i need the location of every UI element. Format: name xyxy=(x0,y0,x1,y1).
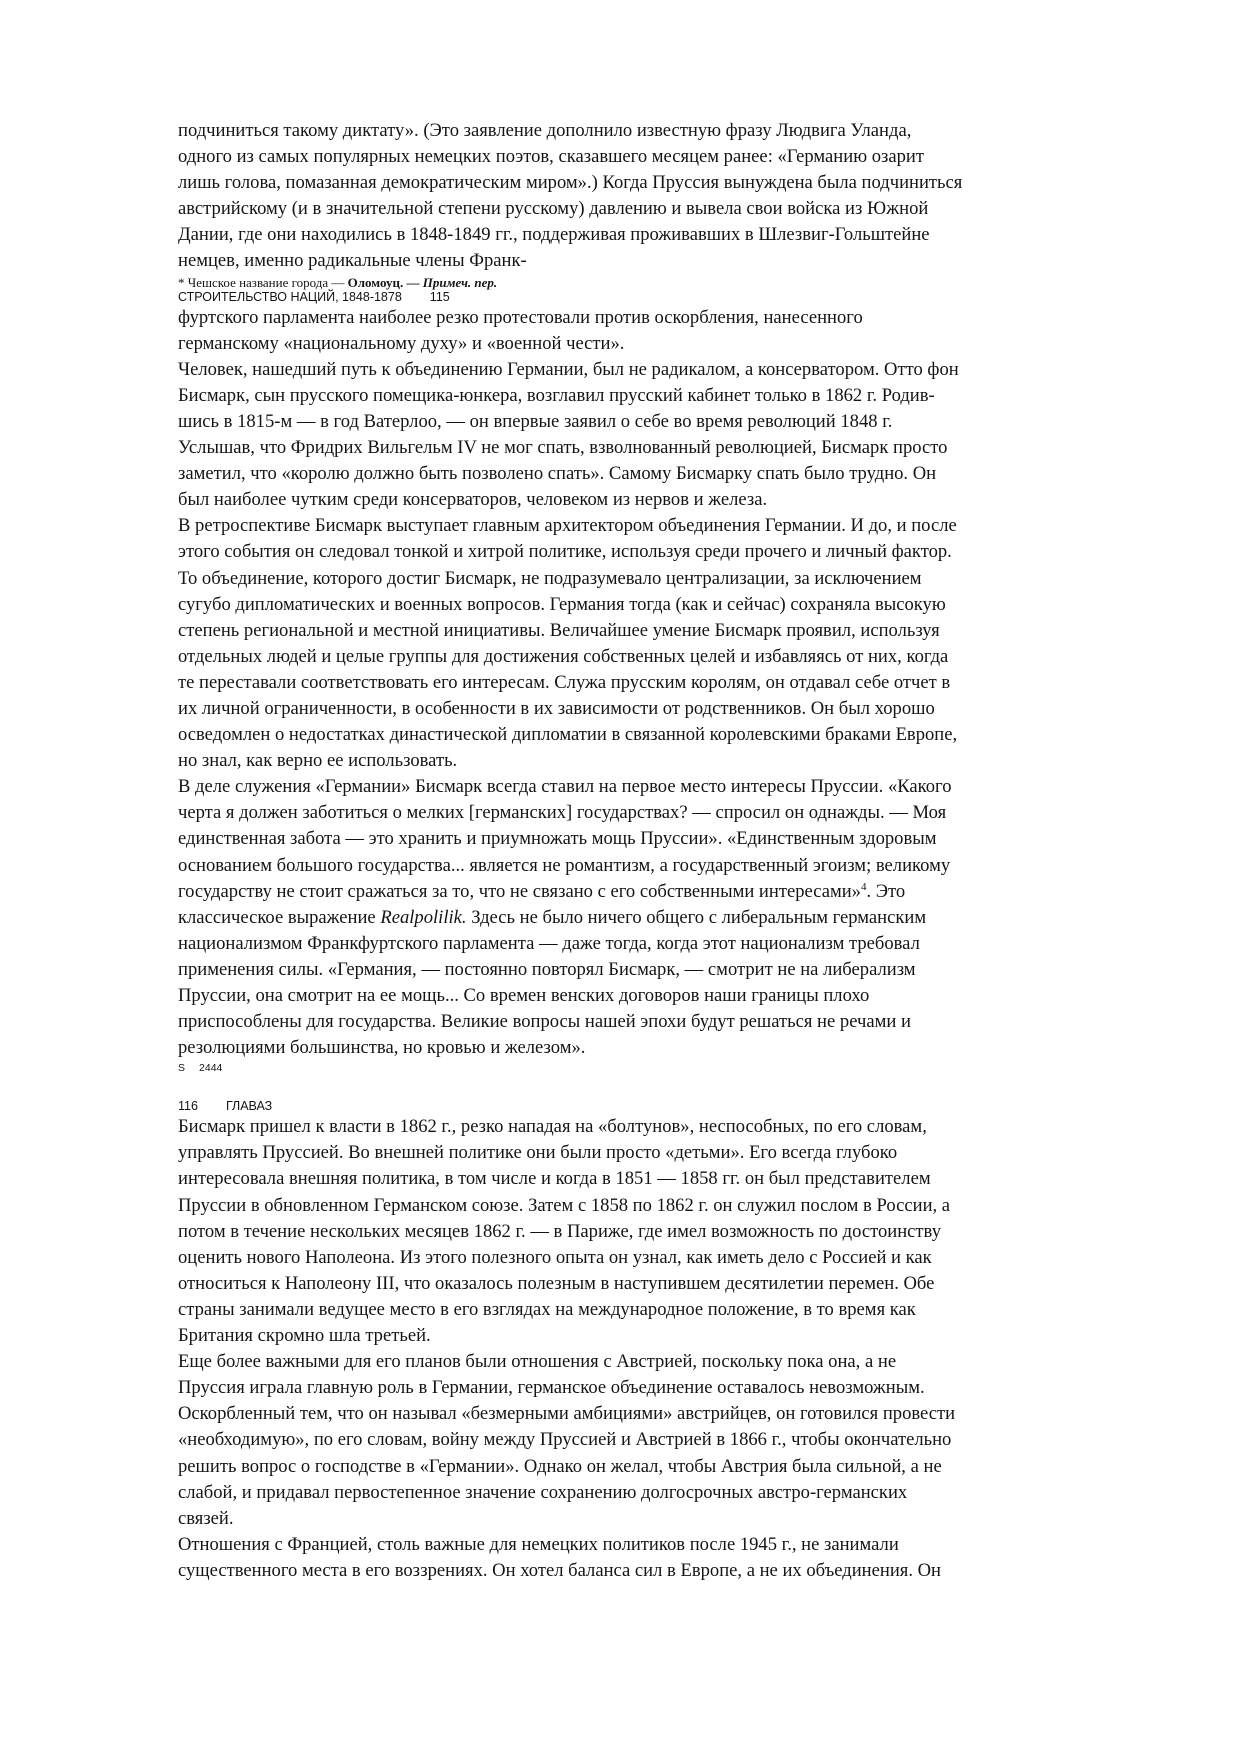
page-number: 115 xyxy=(429,289,450,304)
text-line: фуртского парламента наиболее резко протестовали против оскорбления, нанесенного xyxy=(178,306,863,328)
text-line: Еще более важными для его планов были отношения с Австрией, поскольку пока она, а не xyxy=(178,1351,897,1373)
text-line: сугубо дипломатических и военных вопросов. Германия тогда (как и сейчас) сохраняла высокую xyxy=(178,593,946,615)
running-header-title: СТРОИТЕЛЬСТВО НАЦИЙ, 1848-1878 xyxy=(178,289,402,304)
paragraph xyxy=(178,774,1150,1061)
text-line: подчиниться такому диктату». (Это заявление дополнило известную фразу Людвига Уланда, xyxy=(178,120,912,141)
page-break xyxy=(178,1074,1150,1099)
text-line: национализмом Франкфуртского парламента — даже тогда, когда этот национализм требовал xyxy=(178,932,920,954)
text-line xyxy=(178,905,1150,931)
text-run: . Это xyxy=(866,880,906,902)
text-line: заметил, что «королю должно быть позволено спать». Самому Бисмарку спать было трудно. Он xyxy=(178,463,937,485)
text-line: решить вопрос о господстве в «Германии». Однако он желал, чтобы Австрия была сильной, а не xyxy=(178,1455,942,1477)
text-line: Пруссии в обновленном Германском союзе. Затем с 1858 по 1862 г. он служил послом в России, а xyxy=(178,1194,951,1216)
text-line: Бисмарк, сын прусского помещика-юнкера, возглавил прусский кабинет только в 1862 г. Родив- xyxy=(178,384,935,406)
paragraph-continued xyxy=(178,118,1150,275)
text-line: В ретроспективе Бисмарк выступает главным архитектором объединения Германии. И до, и после xyxy=(178,515,957,537)
text-line: был наиболее чутким среди консерваторов, человеком из нервов и железа. xyxy=(178,489,768,511)
italic-term: Realpolilik. xyxy=(380,906,467,928)
text-line: немцев, именно радикальные члены Франк- xyxy=(178,250,527,272)
paragraph xyxy=(178,305,1150,357)
text-line: те переставали соответствовать его интересам. Служа прусским королям, он отдавал себе отчет в xyxy=(178,671,951,693)
text-line: черта я должен заботиться о мелких [германских] государствах? — спросил он однажды. — Моя xyxy=(178,802,947,824)
text-line: Пруссия играла главную роль в Германии, германское объединение оставалось невозможным. xyxy=(178,1377,925,1399)
page-number: 116 xyxy=(178,1099,198,1114)
text-line: их личной ограниченности, в особенности в их зависимости от родственников. Он был хорошо xyxy=(178,697,935,719)
text-line: управлять Пруссией. Во внешней политике они были просто «детьми». Его всегда глубоко xyxy=(178,1142,898,1164)
page-114-tail xyxy=(178,118,1150,1584)
text-run: классическое выражение xyxy=(178,906,381,928)
text-line: основанием большого государства... является не романтизм, а государственный эгоизм; великому xyxy=(178,854,951,876)
text-line: осведомлен о недостатках династической дипломатии в связанной королевскими браками Европе, xyxy=(178,724,958,746)
text-run: Здесь не было ничего общего с либеральным германским xyxy=(466,906,927,928)
text-line: одного из самых популярных немецких поэтов, сказавшего месяцем ранее: «Германию озарит xyxy=(178,146,925,168)
text-line: австрийскому (и в значительной степени русскому) давлению и вывела свои войска из Южной xyxy=(178,198,929,220)
footnote-ref: 4 xyxy=(860,880,867,893)
running-header-title: ГЛАВАЗ xyxy=(225,1099,273,1114)
footnote-note: Примеч. пер. xyxy=(422,274,498,290)
text-line: «необходимую», по его словам, войну между Пруссией и Австрией в 1866 г., чтобы окончательно xyxy=(178,1429,952,1451)
text-line: Услышав, что Фридрих Вильгельм IV не мог спать, взволнованный революцией, Бисмарк просто xyxy=(178,437,948,459)
text-line: приспособлены для государства. Великие вопросы нашей эпохи будут решаться не речами и xyxy=(178,1011,911,1033)
paragraph xyxy=(178,1349,1150,1532)
footnote xyxy=(178,275,1150,290)
paragraph xyxy=(178,513,1150,774)
text-line: слабой, и придавал первостепенное значение сохранению долгосрочных австро-германских xyxy=(178,1481,908,1503)
text-line: шись в 1815-м — в год Ватерлоо, — он впервые заявил о себе во время революций 1848 г. xyxy=(178,410,893,432)
text-line: Пруссии, она смотрит на ее мощь... Со времен венских договоров наши границы плохо xyxy=(178,985,870,1006)
text-line: Человек, нашедший путь к объединению Германии, был не радикалом, а консерватором. Отто фон xyxy=(178,358,959,380)
signature-number: 2444 xyxy=(199,1062,223,1075)
text-line: резолюциями большинства, но кровью и железом». xyxy=(178,1037,586,1059)
text-line: относиться к Наполеону III, что оказалось полезным в наступившем десятилетии перемен. Обе xyxy=(178,1272,935,1294)
running-header-115 xyxy=(178,290,1150,305)
paragraph xyxy=(178,357,1150,514)
paragraph xyxy=(178,1532,1150,1584)
text-line: интересовала внешняя политика, в том числе и когда в 1851 — 1858 гг. он был представителем xyxy=(178,1168,931,1190)
text-line: степень региональной и местной инициативы. Величайшее умение Бисмарк проявил, используя xyxy=(178,619,940,641)
running-header-116 xyxy=(178,1099,1150,1114)
text-line: Бисмарк пришел к власти в 1862 г., резко нападая на «болтунов», неспособных, по его словам, xyxy=(178,1116,927,1138)
text-line: Отношения с Францией, столь важные для немецких политиков после 1945 г., не занимали xyxy=(178,1533,899,1555)
text-line: Дании, где они находились в 1848-1849 гг., поддерживая проживавших в Шлезвиг-Гольштейне xyxy=(178,224,930,246)
text-line: В деле служения «Германии» Бисмарк всегда ставил на первое место интересы Пруссии. «Какого xyxy=(178,776,952,798)
text-line: единственная забота — это хранить и приумножать мощь Пруссии». «Единственным здоровым xyxy=(178,828,937,850)
text-line: этого события он следовал тонкой и хитрой политике, используя среди прочего и личный фактор. xyxy=(178,541,952,563)
text-line: применения силы. «Германия, — постоянно повторял Бисмарк, — смотрит не на либерализм xyxy=(178,958,916,980)
text-line xyxy=(178,879,1150,905)
text-line: Оскорбленный тем, что он называл «безмерными амбициями» австрийцев, он готовился провести xyxy=(178,1403,956,1425)
text-line: существенного места в его воззрениях. Он хотел баланса сил в Европе, а не их объединения. Он xyxy=(178,1559,941,1581)
text-line: но знал, как верно ее использовать. xyxy=(178,750,458,772)
printer-signature xyxy=(178,1062,1150,1074)
text-line: Британия скромно шла третьей. xyxy=(178,1325,431,1347)
signature-letter: S xyxy=(178,1062,186,1075)
footnote-sep: — xyxy=(403,274,423,290)
text-line: страны занимали ведущее место в его взглядах на международное положение, в то время как xyxy=(178,1298,916,1320)
footnote-term: Оломоуц. xyxy=(347,274,404,290)
text-line: связей. xyxy=(178,1507,234,1529)
text-line: лишь голова, помазанная демократическим миром».) Когда Пруссия вынуждена была подчиниться xyxy=(178,172,963,194)
text-line: То объединение, которого достиг Бисмарк, не подразумевало централизации, за исключением xyxy=(178,567,922,589)
footnote-prefix: * Чешское название города — xyxy=(178,274,348,290)
text-run: государству не стоит сражаться за то, что не связано с его собственными интересами» xyxy=(178,880,861,902)
text-line: потом в течение нескольких месяцев 1862 г. — в Париже, где имел возможность по достоинству xyxy=(178,1220,941,1242)
text-line: германскому «национальному духу» и «военной чести». xyxy=(178,332,625,354)
text-line: оценить нового Наполеона. Из этого полезного опыта он узнал, как иметь дело с Россией и как xyxy=(178,1246,932,1268)
paragraph xyxy=(178,1114,1150,1349)
text-line: отдельных людей и целые группы для достижения собственных целей и избавляясь от них, когда xyxy=(178,645,949,667)
